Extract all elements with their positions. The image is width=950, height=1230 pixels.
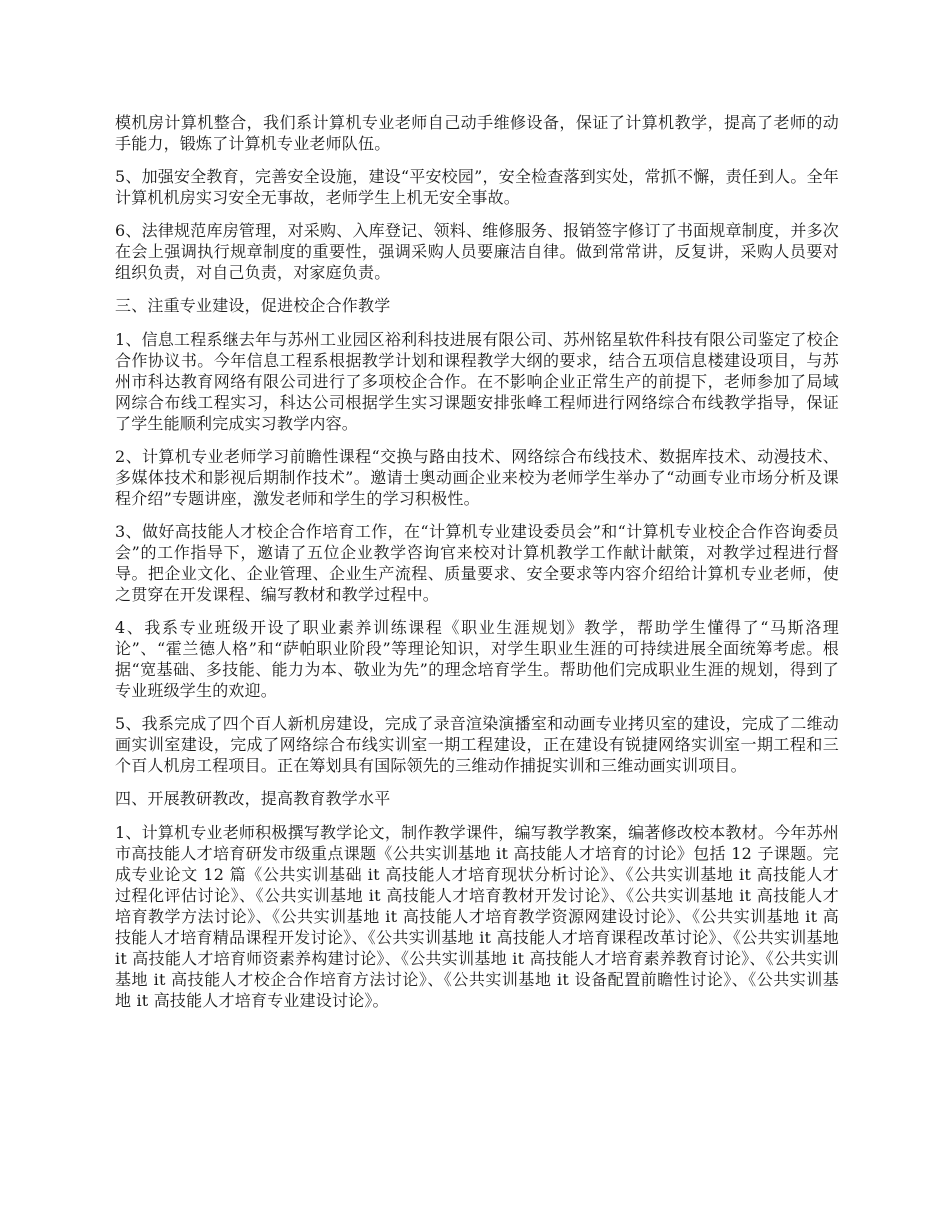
- paragraph-school-enterprise-cooperation: 1、信息工程系继去年与苏州工业园区裕利科技进展有限公司、苏州铭星软件科技有限公司鉴定了校企合作协议书。今年信息工程系根据教学计划和课程教学大纲的要求，结合五项信息楼建设项目，与苏州市科达教育网络有限公司进行了多项校企合作。在不影响企业正常生产的前提下，老师参加了局域网综合布线工程实习，科达公司根据学生实习课题安排张峰工程师进行网络综合布线教学指导，保证了学生能顺利完成实习教学内容。: [115, 330, 839, 433]
- document-page: [115, 112, 839, 1023]
- paragraph-computer-lab-maintenance: 模机房计算机整合，我们系计算机专业老师自己动手维修设备，保证了计算机教学，提高了老师的动手能力，锻炼了计算机专业老师队伍。: [115, 113, 839, 153]
- section-heading-professional-construction: 三、注重专业建设，促进校企合作教学: [115, 296, 391, 315]
- paragraph-teaching-papers: 1、计算机专业老师积极撰写教学论文，制作教学课件，编写教学教案，编著修改校本教材。今年苏州市高技能人才培育研发市级重点课题《公共实训基地 it 高技能人才培育的讨论》包括 12 子课题。完成专业论文 12 篇《公共实训基础 it 高技能人才培育现状分析讨论》、《公共实训基地 it 高技能人才过程化评估讨论》、《公共实训基地 it 高技能人才培育教材开发讨论》、《公共实训基地 it 高技能人才培育教学方法讨论》、《公共实训基地 it 高技能人才培育教学资源网建设讨论》、《公共实训基地 it 高技能人才培育精品课程开发讨论》、《公共实训基地 it 高技能人才培育课程改革讨论》、《公共实训基地 it 高技能人才培育师资素养构建讨论》、《公共实训基地 it 高技能人才培育素养教育讨论》、《公共实训基地 it 高技能人才校企合作培育方法讨论》、《公共实训基地 it 设备配置前瞻性讨论》、《公共实训基地 it 高技能人才培育专业建设讨论》。: [115, 823, 839, 1010]
- paragraph-lab-construction: 5、我系完成了四个百人新机房建设，完成了录音渲染演播室和动画专业拷贝室的建设，完成了二维动画实训室建设，完成了网络综合布线实训室一期工程建设，正在建设有锐捷网络实训室一期工程和三个百人机房工程项目。正在筹划具有国际领先的三维动作捕捉实训和三维动画实训项目。: [115, 714, 839, 775]
- paragraph-high-skill-training: 3、做好高技能人才校企合作培育工作，在“计算机专业建设委员会”和“计算机专业校企合作咨询委员会”的工作指导下，邀请了五位企业教学咨询官来校对计算机教学工作献计献策，对教学过程进行督导。把企业文化、企业管理、企业生产流程、质量要求、安全要求等内容介绍给计算机专业老师，使之贯穿在开发课程、编写教材和教学过程中。: [115, 522, 839, 604]
- paragraph-career-planning: 4、我系专业班级开设了职业素养训练课程《职业生涯规划》教学，帮助学生懂得了“马斯洛理论”、“霍兰德人格”和“萨帕职业阶段”等理论知识，对学生职业生涯的可持续进展全面统筹考虑。根据“宽基础、多技能、能力为本、敬业为先”的理念培育学生。帮助他们完成职业生涯的规划，得到了专业班级学生的欢迎。: [115, 618, 839, 700]
- paragraph-warehouse-management: 6、法律规范库房管理，对采购、入库登记、领料、维修服务、报销签字修订了书面规章制度，并多次在会上强调执行规章制度的重要性，强调采购人员要廉洁自律。做到常常讲，反复讲，采购人员要对组织负责，对自己负责，对家庭负责。: [115, 221, 839, 282]
- paragraph-forward-looking-courses: 2、计算机专业老师学习前瞻性课程“交换与路由技术、网络综合布线技术、数据库技术、动漫技术、多媒体技术和影视后期制作技术”。邀请士奥动画企业来校为老师学生举办了“动画专业市场分析及课程介绍”专题讲座，激发老师和学生的学习积极性。: [115, 447, 839, 508]
- paragraph-safety-education: 5、加强安全教育，完善安全设施，建设“平安校园”，安全检查落到实处，常抓不懈，责任到人。全年计算机机房实习安全无事故，老师学生上机无安全事故。: [115, 167, 839, 207]
- section-heading-teaching-research: 四、开展教研教改，提高教育教学水平: [115, 789, 391, 808]
